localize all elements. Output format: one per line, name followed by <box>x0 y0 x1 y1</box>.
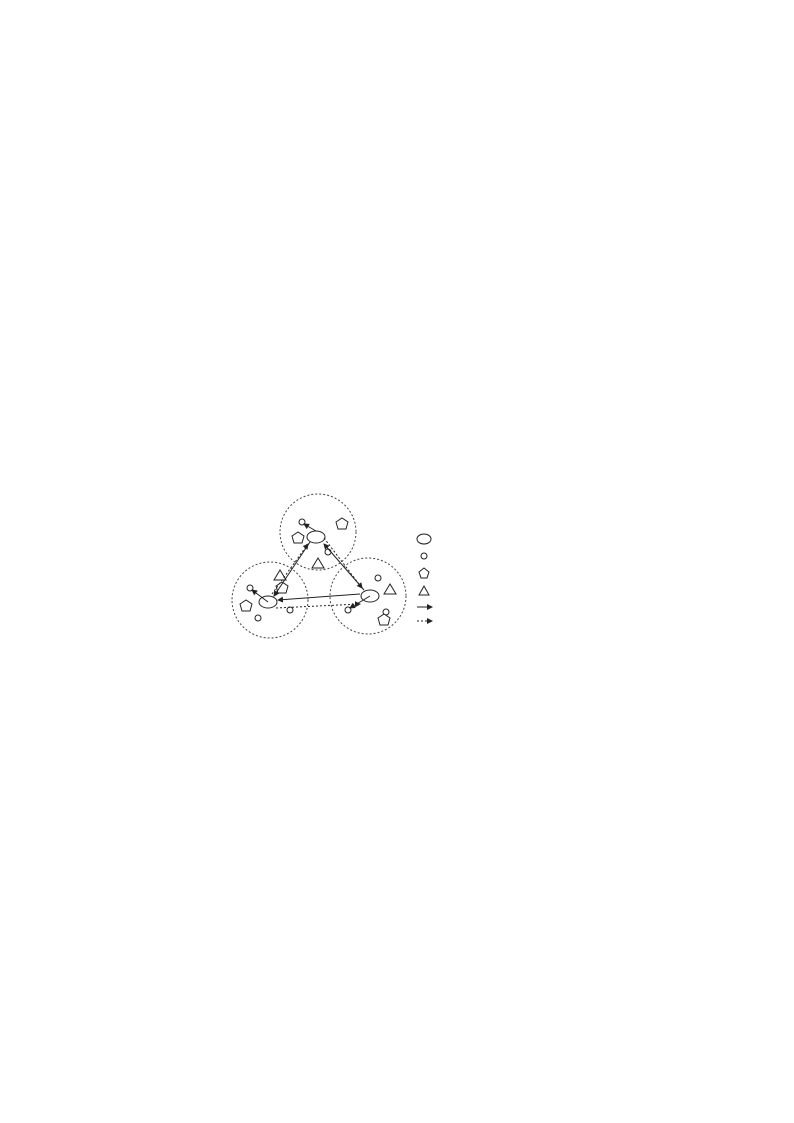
solar-city-icon <box>336 518 348 529</box>
silicon-city-icon <box>274 570 286 580</box>
solar-city-icon <box>378 614 390 625</box>
general-city <box>287 607 293 613</box>
diagram-legend <box>417 534 432 621</box>
general-city <box>325 549 331 555</box>
charts-figure <box>96 96 696 268</box>
solar-city-icon <box>292 532 304 543</box>
general-city <box>375 575 381 581</box>
silicon-city-icon <box>384 584 396 594</box>
legend-central-city-icon <box>417 534 431 544</box>
general-city <box>255 615 261 621</box>
legend-general-city-icon <box>421 553 427 559</box>
legend-solar-city-icon <box>419 568 429 578</box>
silicon-city-icon <box>312 558 324 568</box>
solar-city-icon <box>240 600 252 611</box>
central-city-central <box>307 531 325 543</box>
pv-industry-diagram <box>228 492 566 640</box>
legend-silicon-city-icon <box>419 586 429 595</box>
